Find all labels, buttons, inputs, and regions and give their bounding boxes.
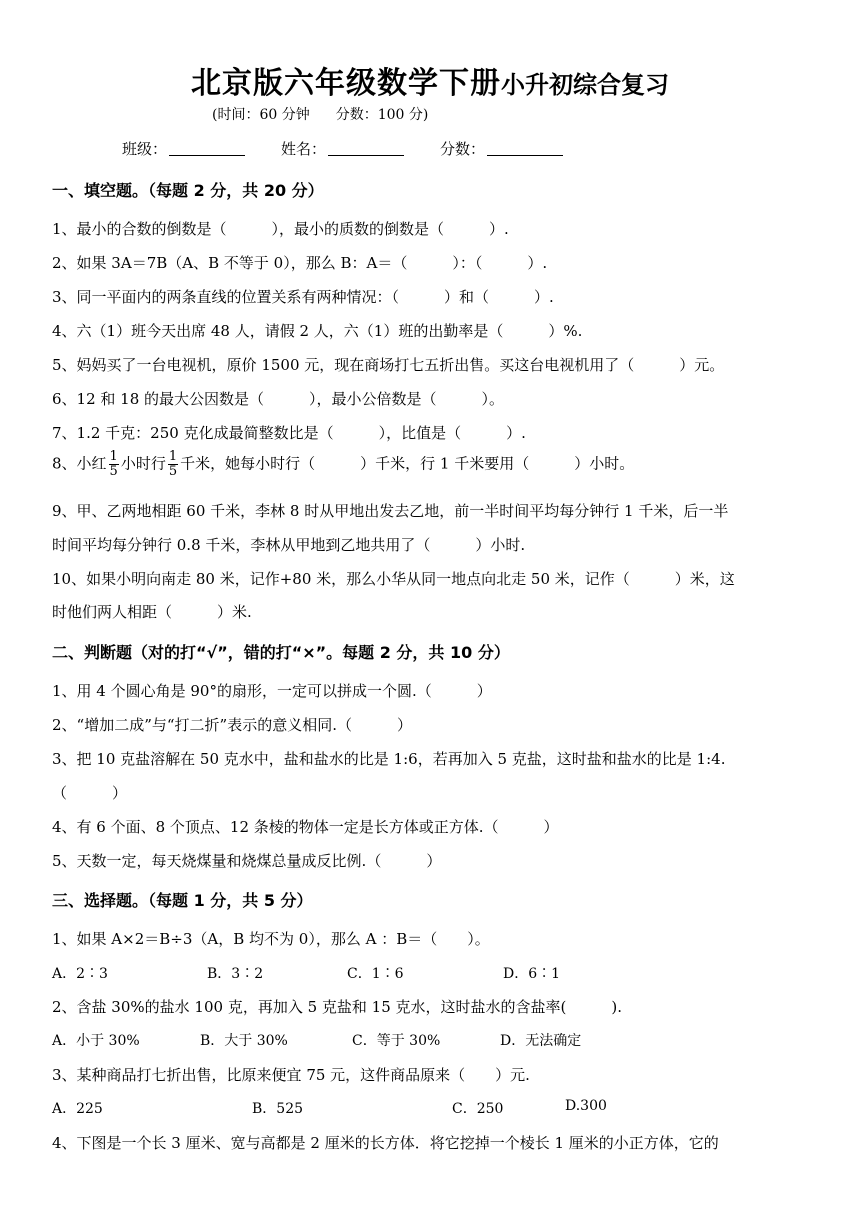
s3-q2-option-d: D．无法确定 [500, 1033, 582, 1049]
name-blank[interactable] [328, 141, 404, 156]
s1-question-3: 3、同一平面内的两条直线的位置关系有两种情况：（ ）和（ ）. [52, 288, 554, 306]
title-sub: 小升初综合复习 [501, 71, 669, 99]
class-label: 班级： [122, 140, 168, 158]
s1-question-7: 7、1.2 千克：250 克化成最简整数比是（ ），比值是（ ）. [52, 424, 526, 442]
fraction-one-fifth [109, 450, 119, 479]
name-label: 姓名： [281, 140, 327, 158]
s2-question-1: 1、用 4 个圆心角是 90°的扇形，一定可以拼成一个圆.（ ） [52, 682, 492, 700]
s2-question-2: 2、“增加二成”与“打二折”表示的意义相同.（ ） [52, 716, 412, 734]
section-1-heading: 一、填空题。（每题 2 分，共 20 分） [52, 181, 324, 200]
s1-question-10-line-2: 时他们两人相距（ ）米. [52, 603, 252, 621]
fraction-denominator: 5 [109, 464, 118, 479]
s1-question-1: 1、最小的合数的倒数是（ ），最小的质数的倒数是（ ）. [52, 220, 509, 238]
fraction-one-fifth [168, 450, 178, 479]
score-label: 分数： [440, 140, 486, 158]
s3-q1-option-d: D．6∶1 [503, 966, 561, 982]
section-3-heading: 三、选择题。（每题 1 分，共 5 分） [52, 891, 313, 910]
s3-q3-option-b: B．525 [252, 1101, 304, 1117]
s3-q2-option-b: B．大于 30% [200, 1033, 288, 1049]
s1-question-4: 4、六（1）班今天出席 48 人，请假 2 人，六（1）班的出勤率是（ ）%. [52, 322, 583, 340]
s2-question-3-line-2: （ ） [52, 784, 128, 802]
s1-question-2: 2、如果 3A＝7B（A、B 不等于 0），那么 B：A＝（ ）：（ ）. [52, 254, 548, 272]
s1-question-9-line-1: 9、甲、乙两地相距 60 千米，李林 8 时从甲地出发去乙地，前一半时间平均每分钟行 1 千米，后一半 [52, 502, 729, 520]
exam-meta [212, 104, 428, 124]
s1-question-10-line-1: 10、如果小明向南走 80 米，记作+80 米，那么小华从同一地点向北走 50 米，记作（ ）米，这 [52, 570, 735, 588]
q8-part-b: 小时行 [120, 454, 166, 473]
worksheet-title [0, 58, 860, 102]
title-main: 北京版六年级数学下册 [191, 66, 501, 101]
s3-q3-option-c: C．250 [452, 1101, 504, 1117]
s3-q2-option-c: C．等于 30% [352, 1033, 441, 1049]
s1-question-5: 5、妈妈买了一台电视机，原价 1500 元，现在商场打七五折出售。买这台电视机用了（ ）元。 [52, 356, 725, 374]
s3-question-1: 1、如果 A×2＝B÷3（A，B 均不为 0），那么 A ：B＝（ ）。 [52, 930, 490, 948]
s1-question-9-line-2: 时间平均每分钟行 0.8 千米，李林从甲地到乙地共用了（ ）小时. [52, 536, 526, 554]
s3-question-3: 3、某种商品打七折出售，比原来便宜 75 元，这件商品原来（ ）元. [52, 1066, 530, 1084]
s2-question-5: 5、天数一定，每天烧煤量和烧煤总量成反比例.（ ） [52, 852, 442, 870]
q8-part-c: 千米，她每小时行（ ）千米，行 1 千米要用（ ）小时。 [180, 454, 635, 473]
fraction-numerator: 1 [168, 449, 178, 464]
s3-q3-option-a: A．225 [52, 1101, 103, 1117]
s3-question-2: 2、含盐 30%的盐水 100 克，再加入 5 克盐和 15 克水，这时盐水的含盐率( ). [52, 998, 622, 1016]
section-2-heading: 二、判断题（对的打“√”，错的打“×”。每题 2 分，共 10 分） [52, 643, 510, 662]
score-blank[interactable] [487, 141, 563, 156]
s3-q3-option-d: D.300 [565, 1098, 607, 1114]
s1-question-8 [52, 450, 634, 479]
class-blank[interactable] [169, 141, 245, 156]
s3-q1-option-c: C．1∶6 [347, 966, 404, 982]
student-info [122, 138, 599, 159]
s3-q1-option-b: B．3∶2 [207, 966, 264, 982]
fraction-denominator: 5 [168, 464, 178, 479]
time-limit: (时间：60 分钟 [212, 107, 310, 123]
s2-question-4: 4、有 6 个面、8 个顶点、12 条棱的物体一定是长方体或正方体.（ ） [52, 818, 559, 836]
s3-question-4: 4、下图是一个长 3 厘米、宽与高都是 2 厘米的长方体．将它挖掉一个棱长 1 厘米的小正方体，它的 [52, 1134, 719, 1152]
s2-question-3-line-1: 3、把 10 克盐溶解在 50 克水中，盐和盐水的比是 1:6，若再加入 5 克盐，这时盐和盐水的比是 1:4. [52, 750, 726, 768]
q8-part-a: 8、小红 [52, 454, 107, 473]
fraction-numerator: 1 [109, 449, 118, 464]
s3-q1-option-a: A．2∶3 [52, 966, 108, 982]
total-score: 分数：100 分) [335, 107, 429, 123]
s1-question-6: 6、12 和 18 的最大公因数是（ ），最小公倍数是（ ）。 [52, 390, 505, 408]
s3-q2-option-a: A．小于 30% [52, 1033, 140, 1049]
